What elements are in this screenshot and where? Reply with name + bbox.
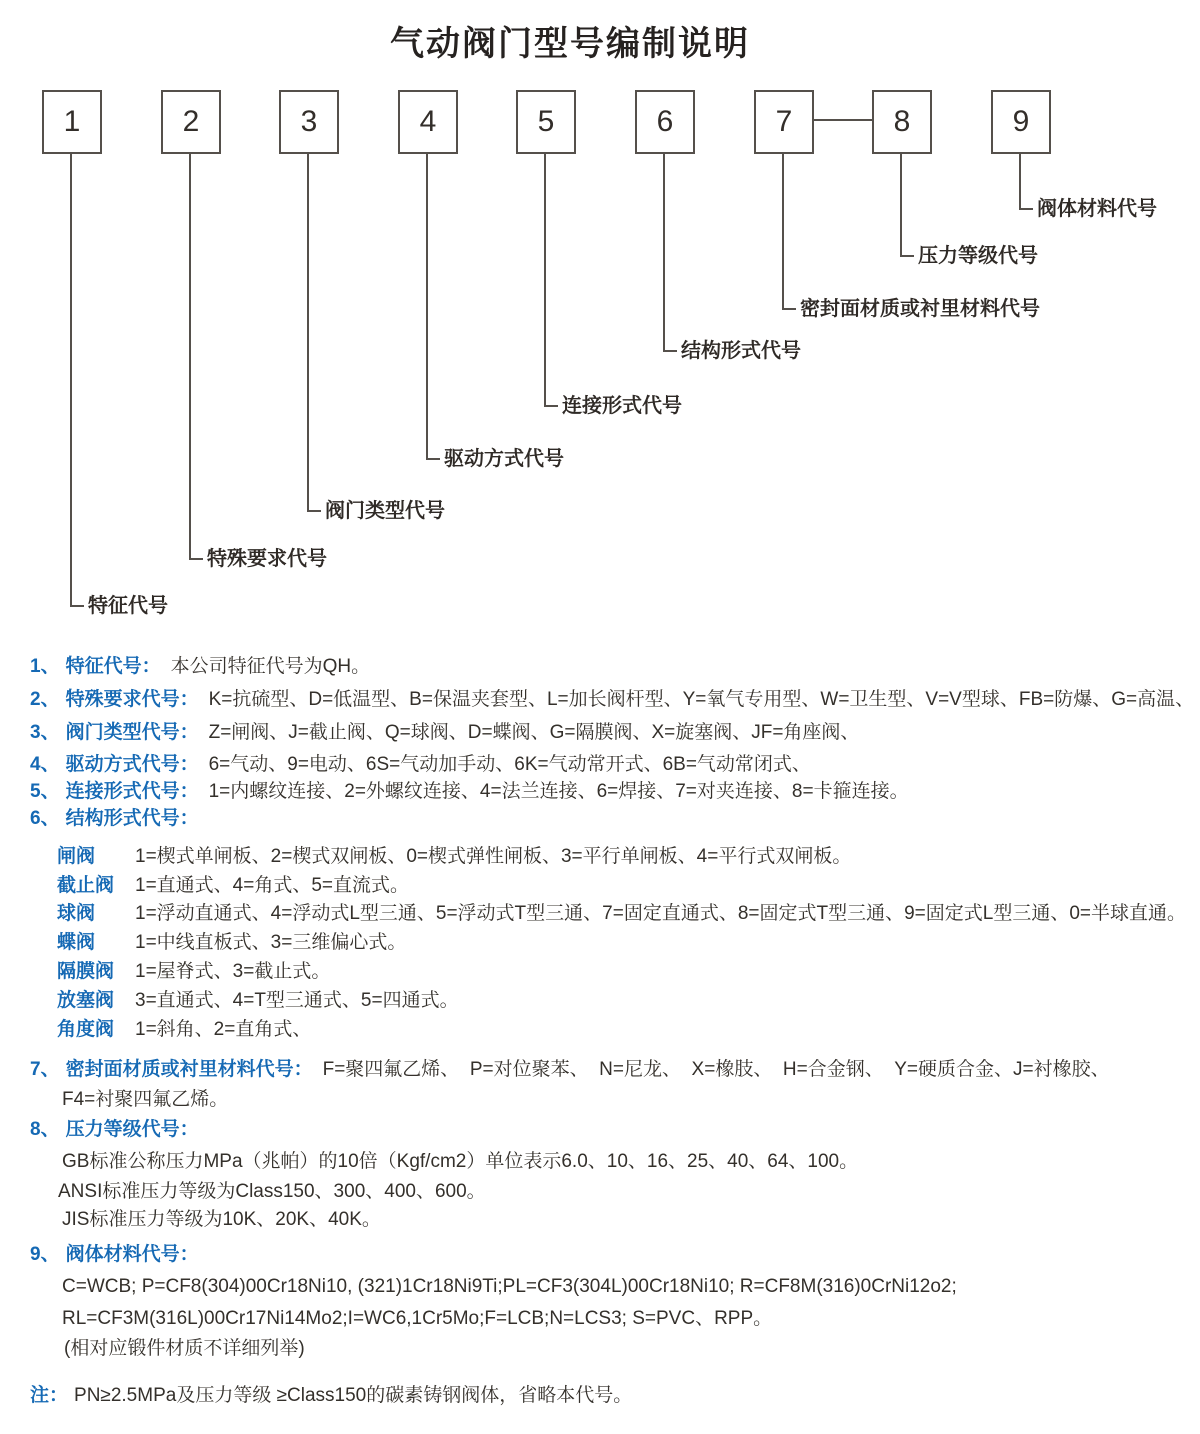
leader-line-5 bbox=[544, 152, 546, 407]
diagram-box-8 bbox=[872, 90, 932, 154]
section-number: 4、 bbox=[30, 754, 60, 775]
section-8-line bbox=[30, 1118, 209, 1142]
diagram-box-3 bbox=[279, 90, 339, 154]
valve-type-codes: 1=斜角、2=直角式、 bbox=[135, 1019, 312, 1040]
section-5-line bbox=[30, 780, 909, 804]
section-heading: 特征代号： bbox=[65, 656, 161, 677]
section-number: 9、 bbox=[30, 1244, 60, 1265]
diagram-label-7: 密封面材质或衬里材料代号 bbox=[800, 298, 1040, 320]
diagram-label-5: 连接形式代号 bbox=[562, 395, 682, 417]
section-6-line bbox=[30, 807, 209, 831]
valve-type-name: 截止阀 bbox=[57, 875, 115, 896]
valve-type-name: 球阀 bbox=[57, 903, 96, 924]
structure-row-jiezhifa bbox=[57, 874, 409, 898]
valve-type-codes: 1=浮动直通式、4=浮动式L型三通、5=浮动式T型三通、7=固定直通式、8=固定式T型三通、9=固定式L型三通、0=半球直通。 bbox=[135, 903, 1186, 924]
section-4-line bbox=[30, 753, 811, 777]
leader-stub-1 bbox=[70, 605, 84, 607]
box-number: 8 bbox=[893, 105, 911, 138]
section-7-line-2 bbox=[62, 1088, 228, 1112]
section-8-jis-line bbox=[62, 1208, 381, 1232]
leader-stub-5 bbox=[544, 405, 558, 407]
diagram-label-9: 阀体材料代号 bbox=[1037, 198, 1157, 220]
footnote-body: PN≥2.5MPa及压力等级 ≥Class150的碳素铸钢阀体，省略本代号。 bbox=[74, 1385, 633, 1406]
valve-type-name: 蝶阀 bbox=[57, 932, 96, 953]
section-heading: 阀门类型代号： bbox=[65, 722, 199, 743]
section-7-line bbox=[30, 1058, 1110, 1082]
diagram-box-2 bbox=[161, 90, 221, 154]
diagram-label-2: 特殊要求代号 bbox=[207, 548, 327, 570]
structure-row-zhafa bbox=[57, 845, 851, 869]
leader-line-9 bbox=[1019, 152, 1021, 210]
section-body: F4=衬聚四氟乙烯。 bbox=[62, 1089, 229, 1110]
valve-type-name: 闸阀 bbox=[57, 846, 96, 867]
section-number: 5、 bbox=[30, 781, 60, 802]
section-9-remark-line bbox=[64, 1337, 305, 1361]
section-heading: 结构形式代号： bbox=[65, 808, 199, 829]
leader-line-6 bbox=[663, 152, 665, 352]
section-heading: 密封面材质或衬里材料代号： bbox=[65, 1059, 313, 1080]
section-heading: 驱动方式代号： bbox=[65, 754, 199, 775]
section-body: 1=内螺纹连接、2=外螺纹连接、4=法兰连接、6=焊接、7=对夹连接、8=卡箍连接。 bbox=[208, 781, 909, 802]
section-9-line bbox=[30, 1243, 209, 1267]
diagram-box-7 bbox=[754, 90, 814, 154]
section-heading: 压力等级代号： bbox=[65, 1119, 199, 1140]
section-body: 6=气动、9=电动、6S=气动加手动、6K=气动常开式、6B=气动常闭式、 bbox=[208, 754, 811, 775]
section-body: C=WCB; P=CF8(304)00Cr18Ni10, (321)1Cr18Ni9Ti;PL=CF3(304L)00Cr18Ni10; R=CF8M(316)0CrNi12o2; bbox=[62, 1276, 957, 1297]
leader-stub-8 bbox=[900, 255, 914, 257]
valve-type-codes: 1=直通式、4=角式、5=直流式。 bbox=[135, 875, 409, 896]
diagram-box-4 bbox=[398, 90, 458, 154]
section-body: GB标准公称压力MPa（兆帕）的10倍（Kgf/cm2）单位表示6.0、10、16、25、40、64、100。 bbox=[62, 1151, 859, 1172]
box-number: 4 bbox=[419, 105, 437, 138]
section-number: 6、 bbox=[30, 808, 60, 829]
section-9-materials-line-1 bbox=[62, 1275, 957, 1299]
leader-stub-6 bbox=[663, 350, 677, 352]
section-1-line bbox=[30, 655, 370, 679]
section-number: 1、 bbox=[30, 656, 60, 677]
box-number: 7 bbox=[775, 105, 793, 138]
section-number: 3、 bbox=[30, 722, 60, 743]
leader-line-1 bbox=[70, 152, 72, 607]
diagram-box-6 bbox=[635, 90, 695, 154]
valve-type-name: 隔膜阀 bbox=[57, 961, 115, 982]
leader-stub-9 bbox=[1019, 208, 1033, 210]
diagram-box-1 bbox=[42, 90, 102, 154]
diagram-box-9 bbox=[991, 90, 1051, 154]
section-9-materials-line-2 bbox=[62, 1307, 772, 1331]
box-number: 2 bbox=[182, 105, 200, 138]
section-3-line bbox=[30, 721, 859, 745]
section-body: Z=闸阀、J=截止阀、Q=球阀、D=蝶阀、G=隔膜阀、X=旋塞阀、JF=角座阀、 bbox=[208, 722, 860, 743]
leader-line-8 bbox=[900, 152, 902, 257]
valve-type-name: 角度阀 bbox=[57, 1019, 115, 1040]
section-8-ansi-line bbox=[58, 1180, 486, 1204]
footnote bbox=[30, 1384, 632, 1408]
leader-line-2 bbox=[189, 152, 191, 560]
section-body: JIS标准压力等级为10K、20K、40K。 bbox=[62, 1209, 381, 1230]
section-body: F=聚四氟乙烯、 P=对位聚苯、 N=尼龙、 X=橡肢、 H=合金钢、 Y=硬质合金、J=衬橡胶、 bbox=[322, 1059, 1110, 1080]
section-body: ANSI标准压力等级为Class150、300、400、600。 bbox=[58, 1181, 486, 1202]
leader-stub-3 bbox=[307, 510, 321, 512]
section-body: K=抗硫型、D=低温型、B=保温夹套型、L=加长阀杆型、Y=氧气专用型、W=卫生型、V=V型球、FB=防爆、G=高温、 bbox=[208, 689, 1195, 710]
valve-type-codes: 1=楔式单闸板、2=楔式双闸板、0=楔式弹性闸板、3=平行单闸板、4=平行式双闸板。 bbox=[135, 846, 852, 867]
valve-type-codes: 3=直通式、4=T型三通式、5=四通式。 bbox=[135, 990, 459, 1011]
structure-row-fangsaifa bbox=[57, 989, 459, 1013]
structure-row-gemofa bbox=[57, 960, 330, 984]
leader-stub-4 bbox=[426, 458, 440, 460]
box-number: 9 bbox=[1012, 105, 1030, 138]
section-2-line bbox=[30, 688, 1194, 712]
leader-stub-7 bbox=[782, 308, 796, 310]
box-number: 5 bbox=[537, 105, 555, 138]
box-number: 1 bbox=[63, 105, 81, 138]
page-title: 气动阀门型号编制说明 bbox=[390, 25, 750, 63]
section-body: (相对应锻件材质不详细列举) bbox=[64, 1338, 305, 1359]
box-number: 3 bbox=[300, 105, 318, 138]
section-body: 本公司特征代号为QH。 bbox=[170, 656, 371, 677]
structure-row-diefa bbox=[57, 931, 406, 955]
diagram-label-3: 阀门类型代号 bbox=[325, 500, 445, 522]
leader-stub-2 bbox=[189, 558, 203, 560]
diagram-label-6: 结构形式代号 bbox=[681, 340, 801, 362]
diagram-box-5 bbox=[516, 90, 576, 154]
section-heading: 特殊要求代号： bbox=[65, 689, 199, 710]
diagram-label-4: 驱动方式代号 bbox=[444, 448, 564, 470]
leader-line-7 bbox=[782, 152, 784, 310]
structure-row-jiaodufa bbox=[57, 1018, 311, 1042]
section-8-gb-line bbox=[62, 1150, 858, 1174]
section-body: RL=CF3M(316L)00Cr17Ni14Mo2;I=WC6,1Cr5Mo;F=LCB;N=LCS3; S=PVC、RPP。 bbox=[62, 1308, 773, 1329]
diagram-label-8: 压力等级代号 bbox=[918, 245, 1038, 267]
section-heading: 阀体材料代号： bbox=[65, 1244, 199, 1265]
valve-type-codes: 1=中线直板式、3=三维偏心式。 bbox=[135, 932, 407, 953]
section-number: 2、 bbox=[30, 689, 60, 710]
footnote-prefix: 注： bbox=[30, 1385, 69, 1406]
diagram-label-1: 特征代号 bbox=[88, 595, 168, 617]
section-heading: 连接形式代号： bbox=[65, 781, 199, 802]
box-number: 6 bbox=[656, 105, 674, 138]
connector-line-7-8 bbox=[812, 119, 872, 121]
leader-line-3 bbox=[307, 152, 309, 512]
section-number: 7、 bbox=[30, 1059, 60, 1080]
section-number: 8、 bbox=[30, 1119, 60, 1140]
valve-type-name: 放塞阀 bbox=[57, 990, 115, 1011]
structure-row-qiufa bbox=[57, 902, 1186, 926]
leader-line-4 bbox=[426, 152, 428, 460]
valve-type-codes: 1=屋脊式、3=截止式。 bbox=[135, 961, 331, 982]
